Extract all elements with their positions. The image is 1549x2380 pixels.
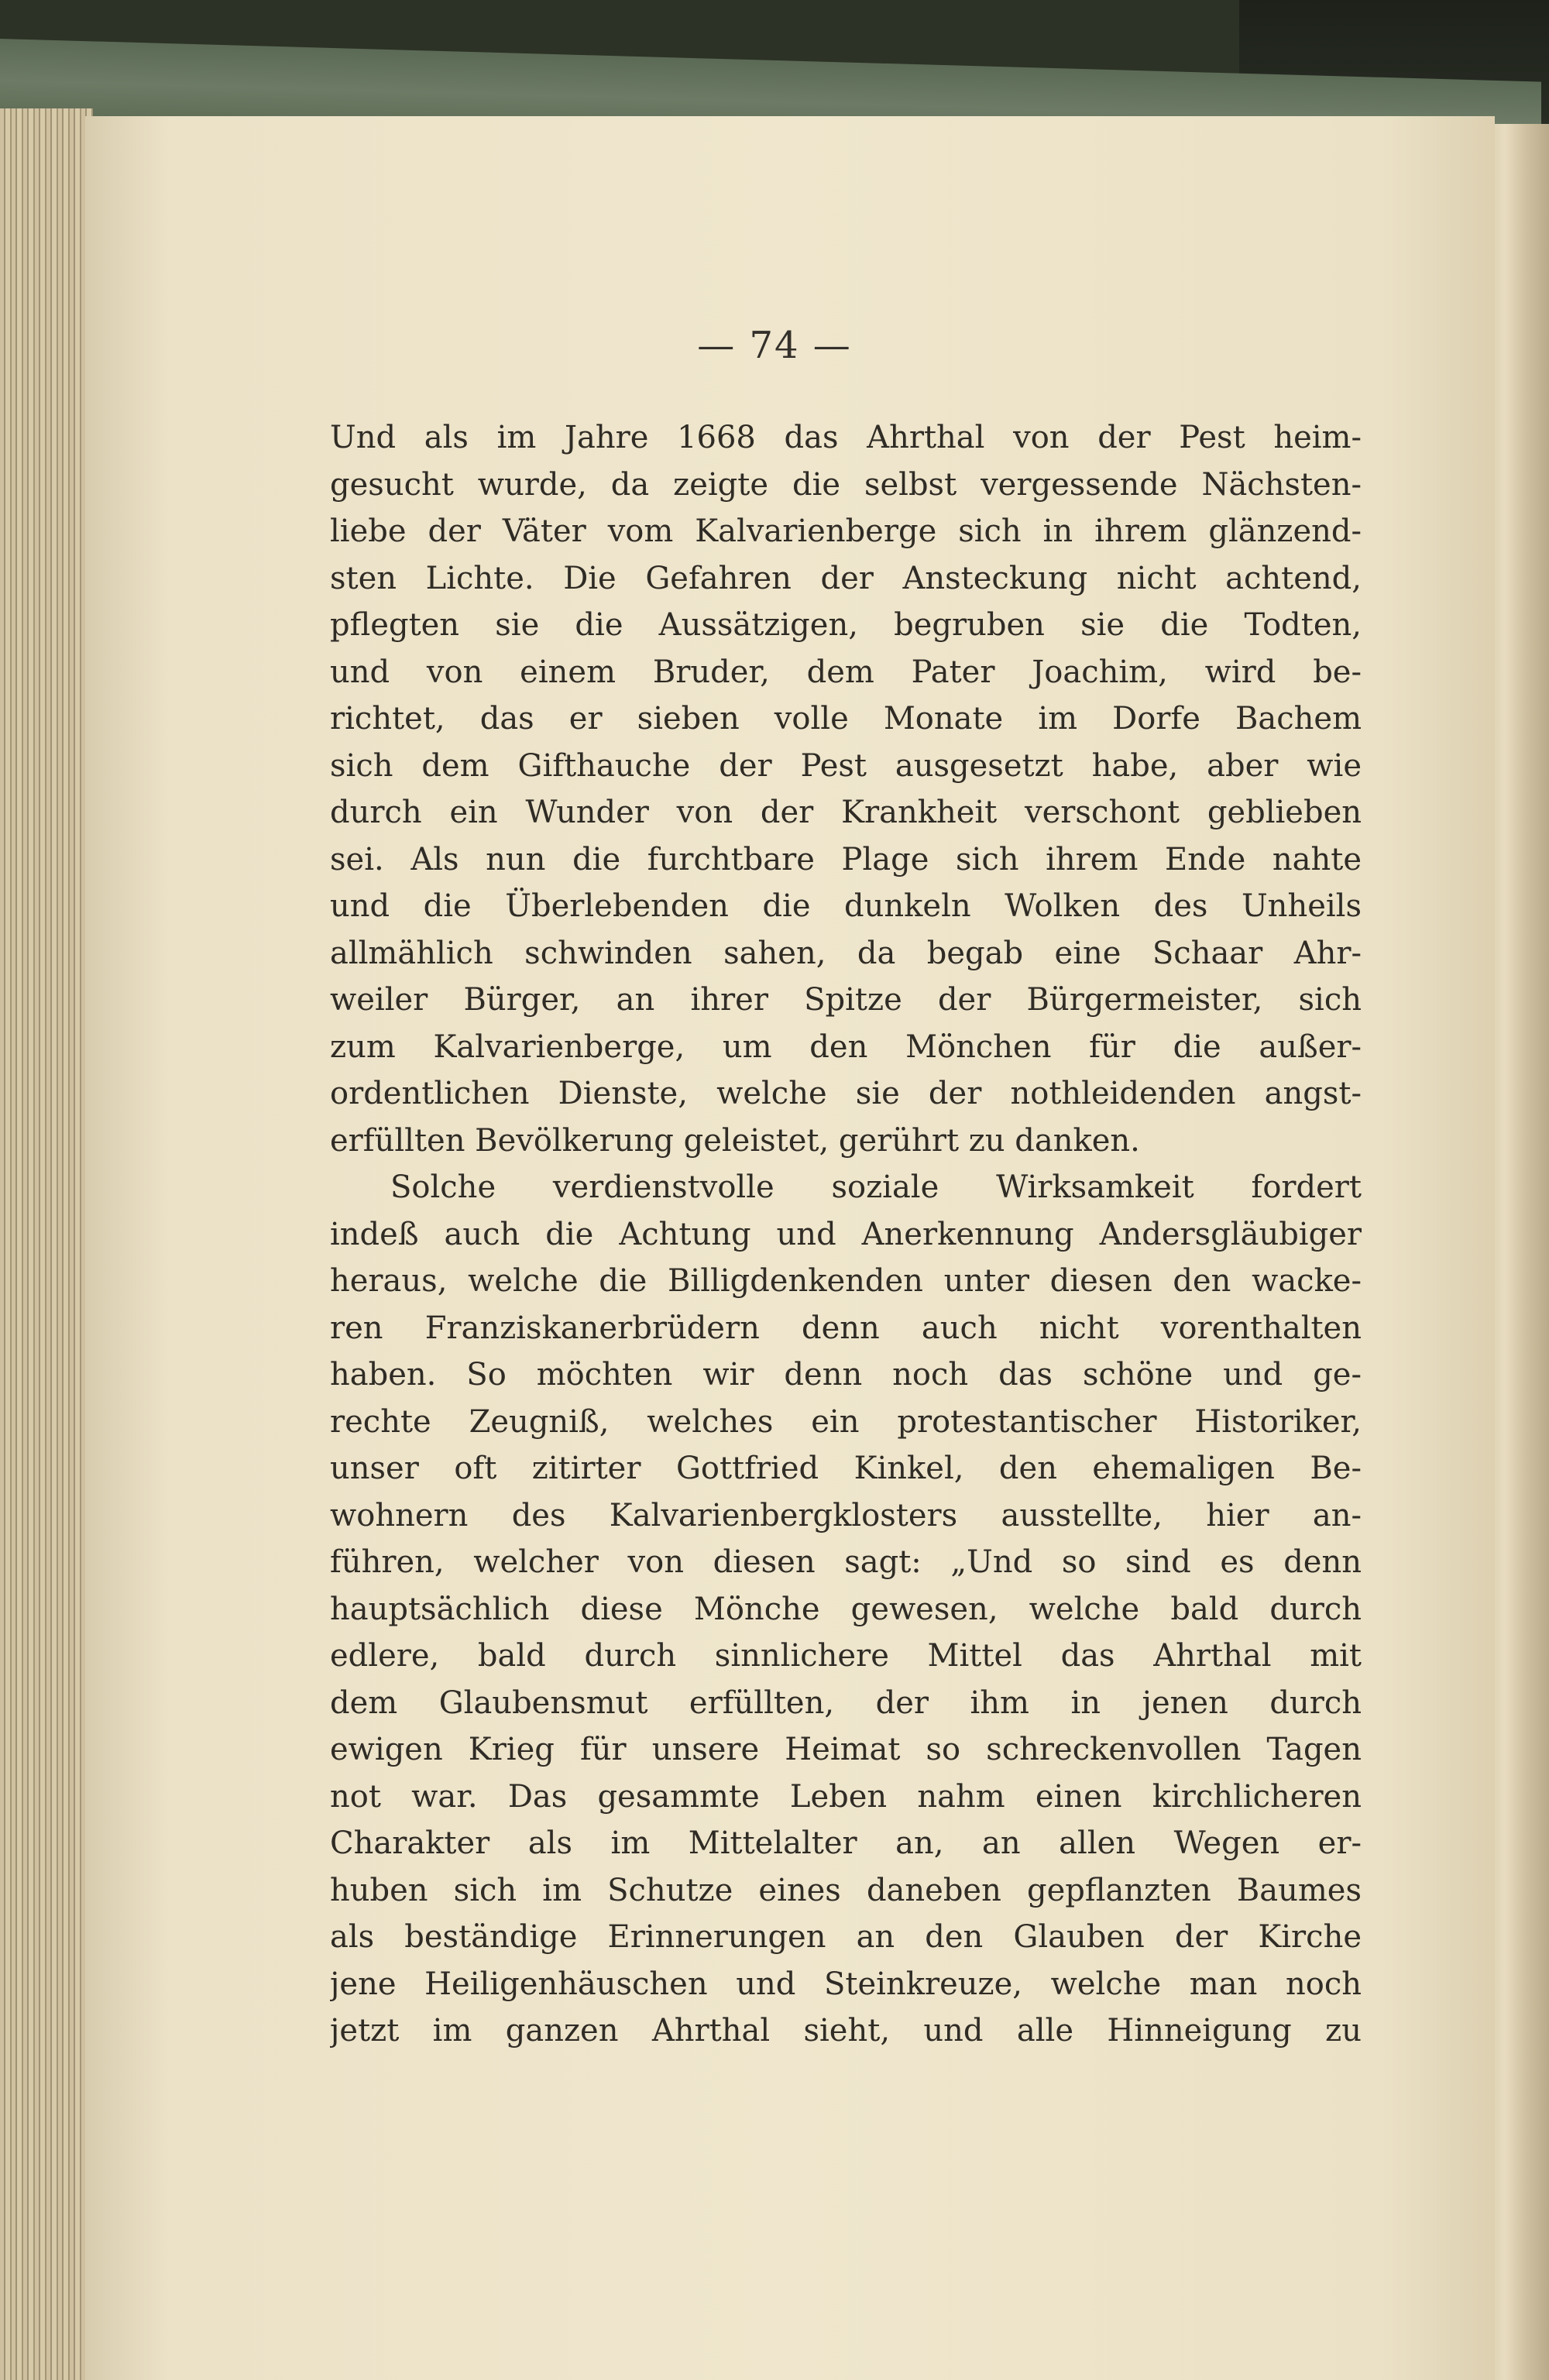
text-line: edlere, bald durch sinnlichere Mittel das Ahrthal mit: [330, 1638, 1362, 1674]
text-line: jene Heiligenhäuschen und Steinkreuze, welche man noch: [330, 1966, 1362, 2002]
text-line: liebe der Väter vom Kalvarienberge sich in ihrem glänzend-: [330, 513, 1362, 549]
text-line: not war. Das gesammte Leben nahm einen kirchlicheren: [330, 1778, 1362, 1815]
text-line: ren Franziskanerbrüdern denn auch nicht vorenthalten: [330, 1310, 1362, 1346]
text-line: erfüllten Bevölkerung geleistet, gerührt zu danken.: [330, 1122, 1140, 1159]
text-line: unser oft zitirter Gottfried Kinkel, den ehemaligen Be-: [330, 1451, 1362, 1486]
text-line: sei. Als nun die furchtbare Plage sich ihrem Ende nahte: [330, 841, 1362, 877]
text-line: sich dem Gifthauche der Pest ausgesetzt habe, aber wie: [330, 747, 1362, 784]
text-line: weiler Bürger, an ihrer Spitze der Bürgermeister, sich: [330, 982, 1362, 1018]
text-line: gesucht wurde, da zeigte die selbst vergessende Nächsten-: [330, 466, 1362, 503]
text-line: jetzt im ganzen Ahrthal sieht, und alle Hinneigung zu: [330, 2013, 1362, 2049]
text-line: als beständige Erinnerungen an den Glauben der Kirche: [330, 1919, 1362, 1955]
text-line: indeß auch die Achtung und Anerkennung Andersgläubiger: [330, 1216, 1362, 1252]
text-line: und von einem Bruder, dem Pater Joachim, wird be-: [330, 654, 1362, 690]
page-stack-left: [0, 108, 93, 2380]
text-line: ewigen Krieg für unsere Heimat so schreckenvollen Tagen: [330, 1732, 1362, 1767]
text-line: Und als im Jahre 1668 das Ahrthal von der Pest heim-: [330, 420, 1362, 455]
text-line: allmählich schwinden sahen, da begab eine Schaar Ahr-: [330, 935, 1362, 971]
text-line: richtet, das er sieben volle Monate im Dorfe Bachem: [330, 701, 1362, 737]
body-text: [330, 414, 1362, 2055]
text-line: führen, welcher von diesen sagt: „Und so sind es denn: [330, 1544, 1362, 1580]
text-line: Solche verdienstvolle soziale Wirksamkeit fordert: [390, 1169, 1362, 1205]
text-line: ordentlichen Dienste, welche sie der nothleidenden angst-: [330, 1076, 1362, 1111]
text-line: und die Überlebenden die dunkeln Wolken des Unheils: [330, 888, 1362, 924]
text-line: dem Glaubensmut erfüllten, der ihm in jenen durch: [330, 1685, 1362, 1721]
text-line: rechte Zeugniß, welches ein protestantischer Historiker,: [330, 1403, 1362, 1440]
text-line: wohnern des Kalvarienbergklosters ausstellte, hier an-: [330, 1497, 1362, 1533]
text-line: sten Lichte. Die Gefahren der Ansteckung nicht achtend,: [330, 560, 1362, 596]
text-line: hauptsächlich diese Mönche gewesen, welche bald durch: [330, 1591, 1362, 1627]
text-line: haben. So möchten wir denn noch das schöne und ge-: [330, 1357, 1362, 1393]
page-number: — 74 —: [697, 324, 852, 367]
text-line: durch ein Wunder von der Krankheit verschont geblieben: [330, 795, 1362, 830]
text-line: pflegten sie die Aussätzigen, begruben sie die Todten,: [330, 607, 1362, 643]
text-line: Charakter als im Mittelalter an, an allen Wegen er-: [330, 1825, 1362, 1861]
text-line: zum Kalvarienberge, um den Mönchen für die außer-: [330, 1029, 1362, 1065]
text-line: huben sich im Schutze eines daneben gepflanzten Baumes: [330, 1872, 1362, 1908]
text-line: heraus, welche die Billigdenkenden unter diesen den wacke-: [330, 1263, 1362, 1299]
